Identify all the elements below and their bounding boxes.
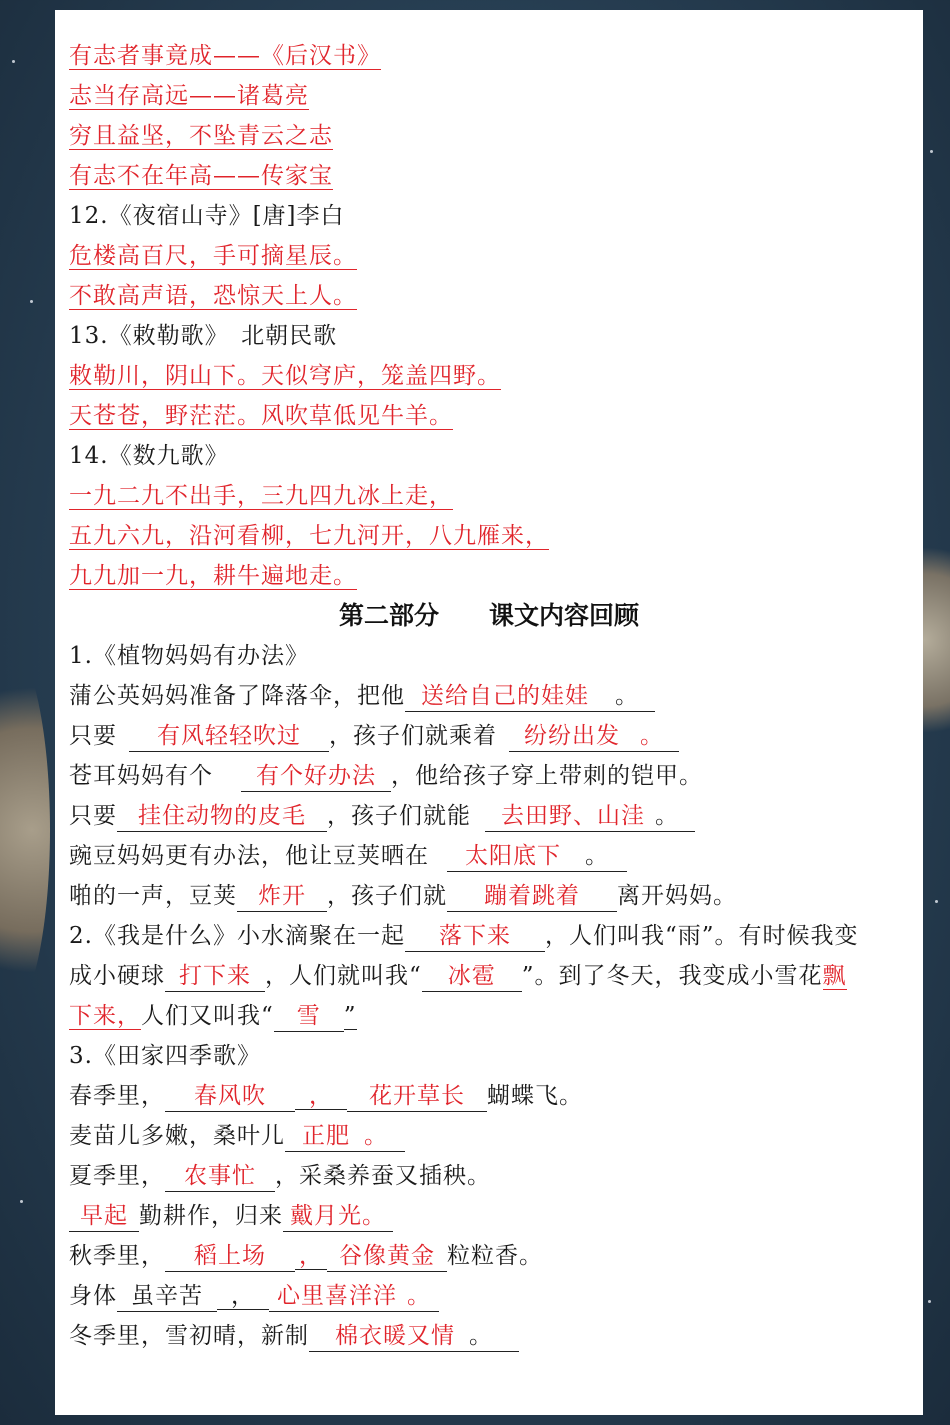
answer-text: 春风吹 — [194, 1083, 266, 1109]
text: 成小硬球 — [69, 963, 165, 989]
answer-blank[interactable] — [309, 1321, 519, 1352]
lesson-title: 1.《植物妈妈有办法》 — [69, 643, 309, 669]
poem-line-text: 敕勒川，阴山下。天似穹庐，笼盖四野。 — [69, 363, 501, 389]
text: 夏季里， — [69, 1163, 165, 1189]
answer-blank[interactable] — [447, 881, 617, 912]
star — [928, 1300, 931, 1303]
answer-blank[interactable] — [237, 881, 327, 912]
poem-line — [69, 276, 923, 316]
text: ，孩子们就能 — [327, 803, 471, 829]
text: ， — [217, 1283, 269, 1310]
answer-blank[interactable] — [285, 1121, 405, 1152]
worksheet-page — [55, 10, 923, 1415]
answer-text: 冰雹 — [447, 963, 496, 989]
answer-blank[interactable] — [347, 1081, 487, 1112]
answer-text: 下来， — [69, 1003, 141, 1029]
star — [935, 900, 938, 903]
poem-line — [69, 516, 923, 556]
answer-blank[interactable] — [485, 801, 695, 832]
quote-text: 有志不在年高——传家宝 — [69, 163, 333, 189]
fill-line — [69, 996, 923, 1036]
answer-blank[interactable] — [422, 961, 522, 992]
text: 蝴蝶飞。 — [487, 1083, 583, 1109]
text: ， — [295, 1083, 347, 1110]
fill-line — [69, 756, 923, 796]
answer-text: 棉衣暖又情 — [335, 1323, 455, 1349]
text: 。 — [655, 803, 679, 829]
star — [20, 1200, 23, 1203]
star — [30, 300, 33, 303]
answer-blank[interactable] — [405, 681, 655, 712]
answer-text: 花开草长 — [369, 1083, 465, 1109]
text: ，他给孩子穿上带刺的铠甲。 — [391, 763, 703, 789]
fill-line — [69, 1236, 923, 1276]
text: ，人们叫我“雨”。有时候我变 — [544, 923, 859, 949]
star — [12, 60, 15, 63]
answer-text: 送给自己的娃娃 — [421, 683, 589, 709]
poem-line-text: 危楼高百尺，手可摘星辰。 — [69, 243, 357, 269]
answer-blank[interactable] — [69, 1201, 139, 1232]
quote-line — [69, 156, 923, 196]
answer-text: 虽辛苦 — [131, 1283, 203, 1309]
text: ，孩子们就乘着 — [329, 723, 497, 749]
fill-line — [69, 876, 923, 916]
poem-line — [69, 236, 923, 276]
text: 只要 — [69, 803, 117, 829]
answer-text: 打下来 — [179, 963, 251, 989]
quote-line — [69, 76, 923, 116]
fill-line — [69, 1276, 923, 1316]
quote-text: 有志者事竟成——《后汉书》 — [69, 43, 381, 69]
answer-text: 早起 — [80, 1203, 128, 1229]
answer-text: 农事忙 — [184, 1163, 256, 1189]
text: 身体 — [69, 1283, 117, 1309]
text: 豌豆妈妈更有办法，他让豆荚晒在 — [69, 843, 429, 869]
text: 。 — [615, 683, 639, 709]
poem-title: 14.《数九歌》 — [69, 443, 229, 469]
text: 冬季里，雪初晴，新制 — [69, 1323, 309, 1349]
quote-text: 志当存高远——诸葛亮 — [69, 83, 309, 109]
fill-line — [69, 916, 923, 956]
text: ” — [343, 1003, 357, 1029]
answer-blank[interactable] — [165, 1081, 295, 1112]
text: ”。到了冬天，我变成小雪花 — [521, 963, 823, 989]
fill-line — [69, 1316, 923, 1356]
answer-text: 有个好办法 — [256, 763, 376, 789]
answer-text: 太阳底下 — [465, 843, 561, 869]
answer-blank[interactable] — [405, 921, 545, 952]
text: 麦苗儿多嫩，桑叶儿 — [69, 1123, 285, 1149]
planet-decoration-left — [0, 640, 50, 1020]
answer-blank[interactable] — [117, 801, 327, 832]
lesson-title: 3.《田家四季歌》 — [69, 1043, 261, 1069]
poem-title: 13.《敕勒歌》 北朝民歌 — [69, 323, 338, 349]
poem-line-text: 天苍苍，野茫茫。风吹草低见牛羊。 — [69, 403, 453, 429]
quote-line — [69, 116, 923, 156]
answer-text: 炸开 — [258, 883, 306, 909]
answer-blank[interactable] — [509, 721, 679, 752]
answer-text: 正肥 — [302, 1123, 350, 1149]
fill-line — [69, 1076, 923, 1116]
poem-line-text: 不敢高声语，恐惊天上人。 — [69, 283, 357, 309]
answer-text: 纷纷出发 — [524, 723, 620, 749]
answer-text: 有风轻轻吹过 — [157, 723, 301, 749]
text: 只要 — [69, 723, 117, 749]
poem-line — [69, 476, 923, 516]
text: ，采桑养蚕又插秧。 — [275, 1163, 491, 1189]
fill-line — [69, 676, 923, 716]
answer-text: 落下来 — [438, 923, 511, 949]
answer-blank[interactable] — [165, 1161, 275, 1192]
answer-blank[interactable] — [447, 841, 627, 872]
answer-text: 谷像黄金 — [339, 1243, 435, 1269]
answer-text: 稻上场 — [194, 1243, 266, 1269]
answer-blank[interactable] — [327, 1241, 447, 1272]
text: 。 — [469, 1323, 493, 1349]
text: 。 — [640, 723, 664, 749]
text: ，孩子们就 — [327, 883, 447, 909]
answer-blank[interactable] — [269, 1281, 439, 1312]
answer-blank[interactable] — [165, 1241, 295, 1272]
text: 人们又叫我“ — [141, 1003, 274, 1029]
fill-line — [69, 1156, 923, 1196]
fill-line — [69, 796, 923, 836]
poem-line — [69, 396, 923, 436]
fill-line — [69, 1116, 923, 1156]
text: ，人们就叫我“ — [265, 963, 422, 989]
quote-line — [69, 36, 923, 76]
poem-line-text: 九九加一九，耕牛遍地走。 — [69, 563, 357, 589]
text: 蒲公英妈妈准备了降落伞，把他 — [69, 683, 405, 709]
fill-line — [69, 956, 923, 996]
poem-line — [69, 356, 923, 396]
answer-text: 戴月光。 — [290, 1203, 386, 1229]
section-heading: 第二部分 课文内容回顾 — [338, 601, 639, 630]
text: 离开妈妈。 — [617, 883, 737, 909]
answer-blank[interactable] — [165, 961, 265, 992]
fill-line — [69, 836, 923, 876]
answer-text: 心里喜洋洋 — [277, 1283, 397, 1309]
text: ， — [295, 1243, 327, 1270]
text: 。 — [585, 843, 609, 869]
fill-line — [69, 716, 923, 756]
text: 勤耕作，归来 — [139, 1203, 283, 1229]
text: 春季里， — [69, 1083, 165, 1109]
star — [930, 150, 933, 153]
poem-line — [69, 556, 923, 596]
text: 。 — [364, 1123, 388, 1149]
answer-text: 飘 — [822, 963, 847, 989]
quote-text: 穷且益坚，不坠青云之志 — [69, 123, 333, 149]
answer-text: 挂住动物的皮毛 — [138, 803, 306, 829]
text: 2.《我是什么》小水滴聚在一起 — [69, 923, 405, 949]
answer-text: 雪 — [296, 1003, 321, 1029]
answer-blank[interactable] — [241, 761, 391, 792]
answer-blank[interactable] — [117, 1281, 217, 1312]
poem-line-text: 五九六九，沿河看柳，七九河开，八九雁来， — [69, 523, 549, 549]
text: 。 — [407, 1283, 431, 1309]
text: 秋季里， — [69, 1243, 165, 1269]
poem-line-text: 一九二九不出手，三九四九冰上走， — [69, 483, 453, 509]
poem-title: 12.《夜宿山寺》[唐]李白 — [69, 203, 345, 229]
text: 粒粒香。 — [447, 1243, 543, 1269]
answer-text: 蹦着跳着 — [484, 883, 580, 909]
fill-line — [69, 1196, 923, 1236]
answer-blank[interactable] — [129, 721, 329, 752]
answer-blank[interactable] — [283, 1201, 393, 1232]
text: 苍耳妈妈有个 — [69, 763, 213, 789]
answer-text: 去田野、山洼 — [501, 803, 645, 829]
answer-blank[interactable] — [274, 1001, 344, 1032]
text: 啪的一声，豆荚 — [69, 883, 237, 909]
